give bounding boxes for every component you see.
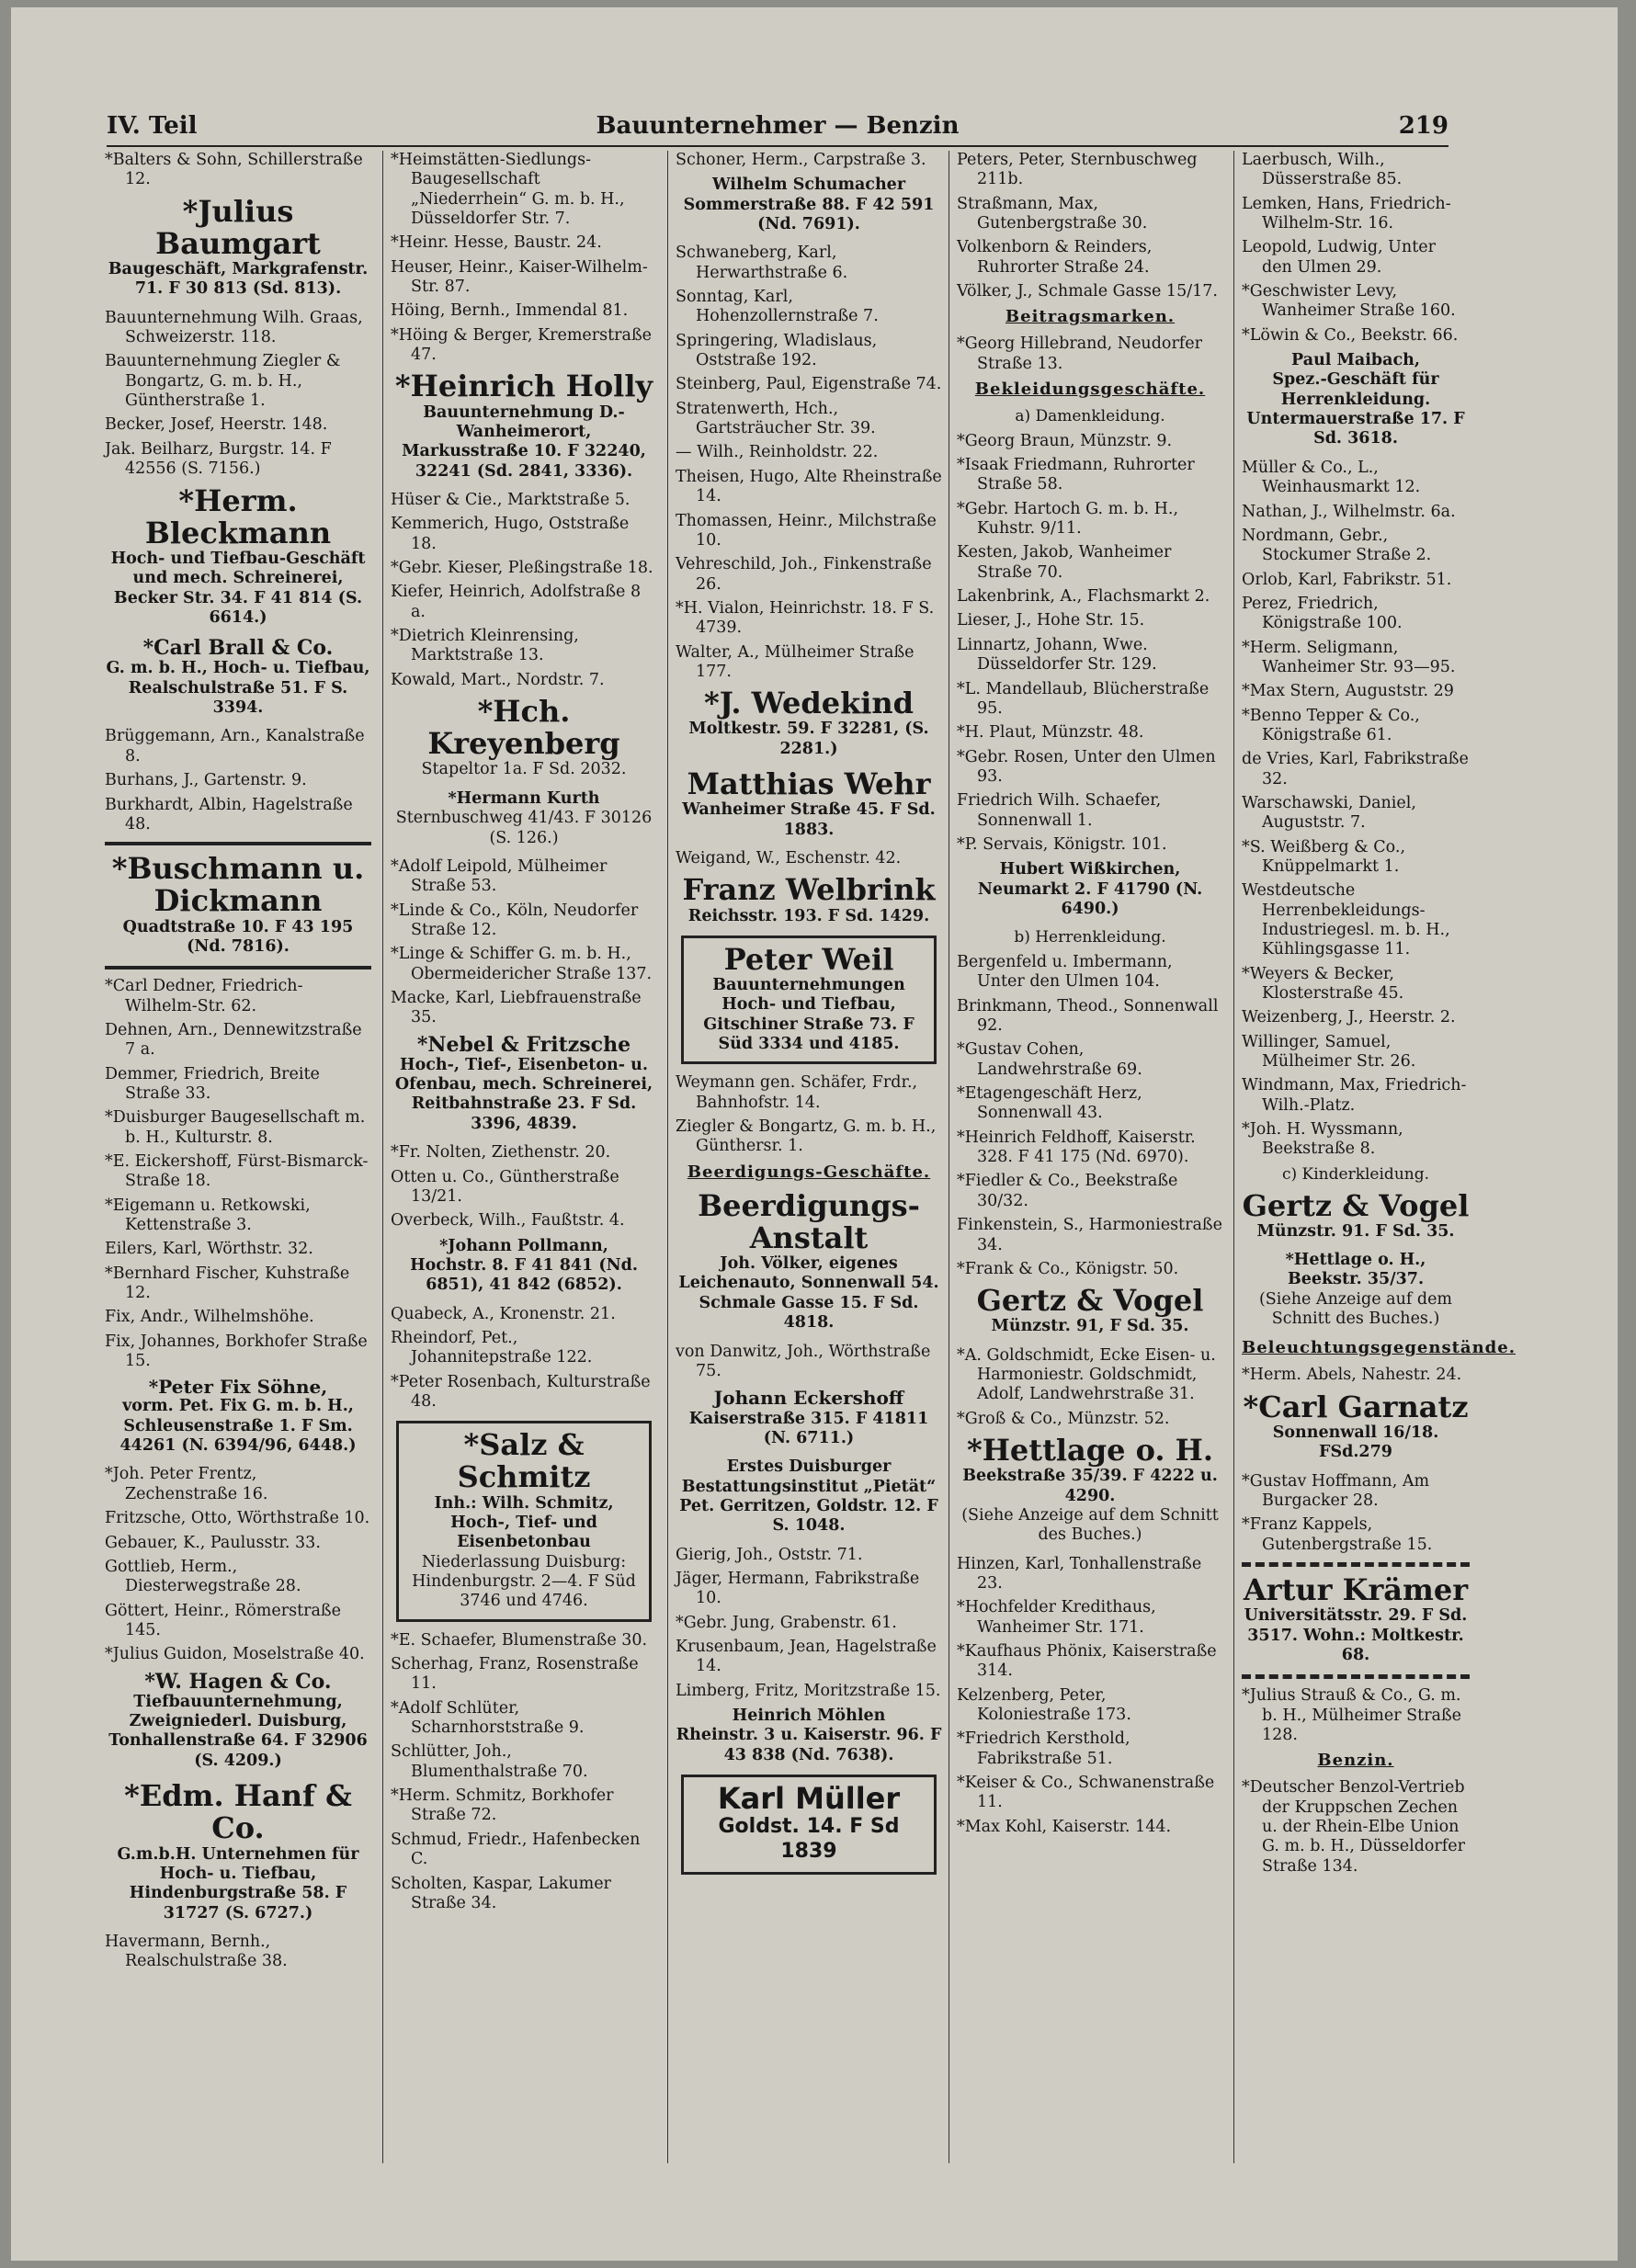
advert-name: *J. Wedekind bbox=[703, 686, 915, 721]
list-item: Jäger, Hermann, Fabrikstraße 10. bbox=[676, 1570, 920, 1608]
list-item: Kiefer, Heinrich, Adolfstraße 8 a. bbox=[391, 583, 642, 621]
list-item: *Bernhard Fischer, Kuhstraße 12. bbox=[105, 1264, 350, 1303]
advert bbox=[105, 1377, 371, 1456]
advert bbox=[957, 1435, 1223, 1546]
list-item: Burkhardt, Albin, Hagelstraße 48. bbox=[105, 795, 353, 833]
list-item: *Dietrich Kleinrensing, Marktstraße 13. bbox=[391, 627, 579, 665]
advert bbox=[1242, 1391, 1470, 1463]
advert-body: Hoch-, Tief-, Eisenbeton- u. Ofenbau, mech. Schreinerei, Reitbahnstraße 23. F Sd. 3396, 4839. bbox=[394, 1055, 653, 1133]
advert-name: *Hermann Kurth bbox=[448, 788, 600, 808]
list-item: Jak. Beilharz, Burgstr. 14. F 42556 (S. 7156.) bbox=[105, 439, 332, 479]
section-heading: Benzin. bbox=[1317, 1751, 1394, 1771]
subsection-heading: b) Herrenkleidung. bbox=[1014, 928, 1166, 947]
list-item: Weigand, W., Eschenstr. 42. bbox=[676, 849, 902, 868]
list-item: Schwaneberg, Karl, Herwarthstraße 6. bbox=[676, 244, 848, 282]
advert-name: *Hettlage o. H. bbox=[966, 1433, 1214, 1469]
advert-name: Karl Müller bbox=[717, 1781, 901, 1817]
list-item: *Herm. Seligmann, Wanheimer Str. 93—95. bbox=[1242, 638, 1456, 676]
list-item: Straßmann, Max, Gutenbergstraße 30. bbox=[957, 194, 1148, 233]
advert-name: Peter Weil bbox=[723, 941, 894, 977]
advert-name: *Nebel & Fritzsche bbox=[416, 1032, 631, 1057]
advert-name: *Carl Garnatz bbox=[1243, 1389, 1469, 1424]
list-item: Göttert, Heinr., Römerstraße 145. bbox=[105, 1601, 341, 1639]
list-item: Brinkmann, Theod., Sonnenwall 92. bbox=[957, 996, 1219, 1036]
list-item: *Adolf Leipold, Mülheimer Straße 53. bbox=[391, 856, 608, 896]
advert-box bbox=[396, 1421, 652, 1621]
list-item: von Danwitz, Joh., Wörthstraße 75. bbox=[676, 1342, 931, 1380]
list-item: Brüggemann, Arn., Kanalstraße 8. bbox=[105, 727, 365, 765]
list-item: Windmann, Max, Friedrich-Wilh.-Platz. bbox=[1242, 1076, 1467, 1115]
advert-body: Universitätsstr. 29. F Sd. 3517. Wohn.: Moltkestr. 68. bbox=[1244, 1606, 1468, 1664]
list-item: Fix, Johannes, Borkhofer Straße 15. bbox=[105, 1332, 368, 1371]
advert bbox=[391, 789, 657, 848]
advert bbox=[105, 193, 371, 300]
advert-body: Hochstr. 8. F 41 841 (Nd. 6851), 41 842 (6852). bbox=[410, 1255, 638, 1295]
advert-body: Rheinstr. 3 u. Kaiserstr. 96. F 43 838 (Nd. 7638). bbox=[676, 1726, 942, 1764]
list-item: *Linde & Co., Köln, Neudorfer Straße 12. bbox=[391, 901, 639, 939]
list-item: Nathan, J., Wilhelmstr. 6a. bbox=[1242, 502, 1456, 521]
advert-name: *Salz & Schmitz bbox=[457, 1427, 591, 1495]
advert-body: Bauunternehmungen Hoch- und Tiefbau, Gitschiner Straße 73. F Süd 3334 und 4185. bbox=[703, 976, 915, 1054]
list-item: Theisen, Hugo, Alte Rheinstraße 14. bbox=[676, 467, 942, 506]
list-item: *E. Eickershoff, Fürst-Bismarck-Straße 18. bbox=[105, 1152, 369, 1191]
advert bbox=[1242, 1251, 1470, 1329]
list-item: Kemmerich, Hugo, Oststraße 18. bbox=[391, 515, 630, 553]
advert bbox=[391, 696, 657, 780]
list-item: *Gebr. Jung, Grabenstr. 61. bbox=[676, 1613, 897, 1632]
advert bbox=[676, 176, 942, 234]
list-item: *Julius Strauß & Co., G. m. b. H., Mülheimer Straße 128. bbox=[1242, 1686, 1462, 1744]
advert bbox=[1242, 1187, 1470, 1242]
list-item: Laerbusch, Wilh., Düsserstraße 85. bbox=[1242, 151, 1403, 189]
advert-name: Johann Eckershoff bbox=[713, 1387, 904, 1410]
list-item: *Etagengeschäft Herz, Sonnenwall 43. bbox=[957, 1084, 1142, 1123]
advert bbox=[1242, 1574, 1470, 1665]
advert-name: Paul Maibach, bbox=[1291, 351, 1420, 370]
advert-body: G. m. b. H., Hoch- u. Tiefbau, Realschulstraße 51. F S. 3394. bbox=[106, 659, 370, 718]
section-heading: Bekleidungsgeschäfte. bbox=[974, 380, 1206, 400]
list-item: Macke, Karl, Liebfrauenstraße 35. bbox=[391, 988, 642, 1027]
list-item: Kelzenberg, Peter, Koloniestraße 173. bbox=[957, 1685, 1131, 1725]
advert-body: Baugeschäft, Markgrafenstr. 71. F 30 813 (Sd. 813). bbox=[108, 260, 369, 299]
list-item: *Carl Dedner, Friedrich-Wilhelm-Str. 62. bbox=[105, 977, 303, 1015]
advert-address: Niederlassung Duisburg: Hindenburgstr. 2—4. F Süd 3746 und 4746. bbox=[412, 1552, 636, 1611]
advert bbox=[105, 482, 371, 629]
advert bbox=[105, 1780, 371, 1923]
subsection-heading: c) Kinderkleidung. bbox=[1281, 1164, 1429, 1184]
list-item: — Wilh., Reinholdstr. 22. bbox=[676, 443, 879, 462]
list-item: Bergenfeld u. Imbermann, Unter den Ulmen 104. bbox=[957, 953, 1173, 992]
column-5 bbox=[1233, 151, 1516, 2163]
advert bbox=[676, 687, 942, 759]
advert-body: Münzstr. 91. F Sd. 35. bbox=[1256, 1221, 1455, 1241]
list-item: *Eigemann u. Retkowski, Kettenstraße 3. bbox=[105, 1196, 311, 1235]
list-item: Schoner, Herm., Carpstraße 3. bbox=[676, 151, 926, 169]
list-item: Becker, Josef, Heerstr. 148. bbox=[105, 415, 328, 435]
advert-name: *W. Hagen & Co. bbox=[144, 1669, 332, 1694]
advert-box bbox=[681, 1775, 937, 1875]
list-item: Krusenbaum, Jean, Hagelstraße 14. bbox=[676, 1638, 937, 1676]
advert-name: Hubert Wißkirchen, bbox=[999, 860, 1181, 879]
advert-name: *Hch. Kreyenberg bbox=[427, 694, 620, 762]
advert-name: Erstes Duisburger Bestattungsinstitut „Pietät“ bbox=[681, 1457, 937, 1496]
list-item: Burhans, J., Gartenstr. 9. bbox=[105, 771, 307, 790]
advert-name: *Peter Fix Söhne, bbox=[148, 1376, 328, 1399]
list-item: *Isaak Friedmann, Ruhrorter Straße 58. bbox=[957, 456, 1195, 494]
list-item: Müller & Co., L., Weinhausmarkt 12. bbox=[1242, 458, 1421, 497]
advert-body: Pet. Gerritzen, Goldstr. 12. F S. 1048. bbox=[679, 1496, 938, 1536]
section-heading: Beerdigungs-Geschäfte. bbox=[687, 1162, 931, 1182]
list-item: *Heinrich Feldhoff, Kaiserstr. 328. F 41 175 (Nd. 6970). bbox=[957, 1128, 1196, 1167]
section-heading: Beleuchtungsgegenstände. bbox=[1242, 1338, 1516, 1358]
advert-box bbox=[681, 936, 937, 1065]
list-item: Thomassen, Heinr., Milchstraße 10. bbox=[676, 511, 937, 550]
list-item: Bauunternehmung Ziegler & Bongartz, G. m. b. H., Güntherstraße 1. bbox=[105, 352, 341, 411]
advert-name: *Johann Pollmann, bbox=[439, 1236, 608, 1255]
list-item: *Heimstätten-Siedlungs-Baugesellschaft „Niederrhein“ G. m. b. H., Düsseldorfer Str. 7. bbox=[391, 151, 625, 229]
list-item: Willinger, Samuel, Mülheimer Str. 26. bbox=[1242, 1032, 1416, 1072]
advert-note: (Siehe Anzeige auf dem Schnitt des Buches.) bbox=[1258, 1289, 1453, 1329]
list-item: Gierig, Joh., Oststr. 71. bbox=[676, 1545, 863, 1564]
list-item: *Herm. Schmitz, Borkhofer Straße 72. bbox=[391, 1786, 614, 1825]
list-item: Schlütter, Joh., Blumenthalstraße 70. bbox=[391, 1742, 588, 1781]
list-item: Havermann, Bernh., Realschulstraße 38. bbox=[105, 1932, 288, 1971]
list-item: *H. Plaut, Münzstr. 48. bbox=[957, 723, 1144, 743]
list-item: Dehnen, Arn., Dennewitzstraße 7 a. bbox=[105, 1020, 362, 1060]
list-item: Volkenborn & Reinders, Ruhrorter Straße 24. bbox=[957, 238, 1153, 277]
advert bbox=[676, 874, 942, 926]
list-item: *Weyers & Becker, Klosterstraße 45. bbox=[1242, 964, 1404, 1004]
advert bbox=[1242, 351, 1470, 449]
running-title: Bauunternehmer — Benzin bbox=[596, 112, 960, 140]
list-item: Hüser & Cie., Marktstraße 5. bbox=[391, 491, 631, 509]
list-item: *Joh. H. Wyssmann, Beekstraße 8. bbox=[1242, 1120, 1403, 1159]
advert bbox=[391, 370, 657, 482]
list-item: *Georg Hillebrand, Neudorfer Straße 13. bbox=[957, 335, 1203, 373]
list-item: *S. Weißberg & Co., Knüppelmarkt 1. bbox=[1242, 837, 1406, 876]
list-item: Westdeutsche Herrenbekleidungs-Industriegesl. m. b. H., Kühlingsgasse 11. bbox=[1242, 881, 1450, 959]
list-item: Hinzen, Karl, Tonhallenstraße 23. bbox=[957, 1554, 1202, 1593]
advert bbox=[105, 637, 371, 718]
advert-name: *Julius Baumgart bbox=[155, 193, 321, 261]
list-item: *L. Mandellaub, Blücherstraße 95. bbox=[957, 679, 1210, 718]
list-item: *Franz Kappels, Gutenbergstraße 15. bbox=[1242, 1515, 1433, 1554]
advert bbox=[105, 1671, 371, 1772]
list-item: *Julius Guidon, Moselstraße 40. bbox=[105, 1645, 365, 1664]
advert-body: Beekstraße 35/39. F 4222 u. 4290. bbox=[962, 1467, 1218, 1505]
list-item: Scherhag, Franz, Rosenstraße 11. bbox=[391, 1655, 639, 1694]
section-label: IV. Teil bbox=[107, 112, 198, 140]
advert-body: Wanheimer Straße 45. F Sd. 1883. bbox=[682, 800, 936, 839]
advert-body: Moltkestr. 59. F 32281, (S. 2281.) bbox=[688, 720, 929, 758]
list-item: Quabeck, A., Kronenstr. 21. bbox=[391, 1304, 616, 1323]
list-item: *Peter Rosenbach, Kulturstraße 48. bbox=[391, 1372, 651, 1411]
divider bbox=[105, 966, 371, 970]
advert-body: Goldst. 14. F Sd 1839 bbox=[718, 1815, 900, 1864]
list-item: Orlob, Karl, Fabrikstr. 51. bbox=[1242, 570, 1452, 589]
list-item: de Vries, Karl, Fabrikstraße 32. bbox=[1242, 750, 1469, 788]
advert bbox=[957, 1285, 1223, 1337]
advert-body: Kaiserstraße 315. F 41811 (N. 6711.) bbox=[688, 1409, 929, 1447]
list-item: *Höing & Berger, Kremerstraße 47. bbox=[391, 325, 652, 365]
list-item: Kesten, Jakob, Wanheimer Straße 70. bbox=[957, 543, 1172, 582]
list-item: *Hochfelder Kredithaus, Wanheimer Str. 171. bbox=[957, 1598, 1156, 1637]
list-item: Demmer, Friedrich, Breite Straße 33. bbox=[105, 1064, 320, 1103]
ornamental-divider bbox=[1242, 1562, 1470, 1567]
divider bbox=[105, 842, 371, 845]
list-item: *Gebr. Hartoch G. m. b. H., Kuhstr. 9/11. bbox=[957, 499, 1179, 539]
list-item: Peters, Peter, Sternbuschweg 211b. bbox=[957, 151, 1198, 189]
list-item: *Duisburger Baugesellschaft m. b. H., Kulturstr. 8. bbox=[105, 1108, 366, 1147]
list-item: *Deutscher Benzol-Vertrieb der Kruppschen Zechen u. der Rhein-Elbe Union G. m. b. H., Düsseldorfer Straße 134. bbox=[1242, 1778, 1465, 1876]
advert-name: Franz Welbrink bbox=[682, 872, 936, 908]
list-item: Gebauer, K., Paulusstr. 33. bbox=[105, 1533, 321, 1552]
list-item: *Friedrich Kersthold, Fabrikstraße 51. bbox=[957, 1729, 1130, 1768]
list-item: Springering, Wladislaus, Oststraße 192. bbox=[676, 331, 878, 370]
advert-body: Sternbuschweg 41/43. F 30126 (S. 126.) bbox=[395, 809, 653, 847]
list-item: *E. Schaefer, Blumenstraße 30. bbox=[391, 1630, 648, 1650]
column-3 bbox=[667, 151, 949, 2163]
list-item: Lieser, J., Hohe Str. 15. bbox=[957, 611, 1145, 630]
advert bbox=[105, 853, 371, 957]
subsection-heading: a) Damenkleidung. bbox=[1015, 407, 1165, 425]
list-item: Limberg, Fritz, Moritzstraße 15. bbox=[676, 1681, 941, 1700]
advert bbox=[676, 1187, 942, 1333]
advert-body: Stapeltor 1a. F Sd. 2032. bbox=[421, 760, 627, 779]
advert-name: Gertz & Vogel bbox=[976, 1283, 1204, 1319]
list-item: *Groß & Co., Münzstr. 52. bbox=[957, 1409, 1170, 1428]
list-item: Weizenberg, J., Heerstr. 2. bbox=[1242, 1008, 1456, 1027]
list-item: *Keiser & Co., Schwanenstraße 11. bbox=[957, 1774, 1215, 1812]
list-item: *Gustav Hoffmann, Am Burgacker 28. bbox=[1242, 1471, 1430, 1510]
advert bbox=[676, 1707, 942, 1765]
advert bbox=[676, 768, 942, 840]
list-item: Stratenwerth, Hch., Gartsträucher Str. 39. bbox=[676, 399, 876, 438]
list-item: *Max Stern, Auguststr. 29 bbox=[1242, 682, 1454, 701]
list-item: *Frank & Co., Königstr. 50. bbox=[957, 1259, 1179, 1278]
advert-name: Gertz & Vogel bbox=[1242, 1187, 1470, 1223]
list-item: Warschawski, Daniel, Auguststr. 7. bbox=[1242, 793, 1416, 833]
list-item: *Benno Tepper & Co., Königstraße 61. bbox=[1242, 706, 1420, 744]
advert-body: Sonnenwall 16/18. FSd.279 bbox=[1272, 1423, 1439, 1462]
list-item: Overbeck, Wilh., Faußtstr. 4. bbox=[391, 1211, 625, 1230]
list-item: Gottlieb, Herm., Diesterwegstraße 28. bbox=[105, 1557, 301, 1596]
list-item: Otten u. Co., Güntherstraße 13/21. bbox=[391, 1167, 619, 1206]
advert-body: Tiefbauunternehmung, Zweigniederl. Duisburg, Tonhallenstraße 64. F 32906 (S. 4209.) bbox=[108, 1692, 368, 1770]
directory-page bbox=[11, 7, 1618, 2261]
page-number: 219 bbox=[1398, 112, 1449, 140]
list-item: Lemken, Hans, Friedrich-Wilhelm-Str. 16. bbox=[1242, 194, 1451, 233]
list-item: Vehreschild, Joh., Finkenstraße 26. bbox=[676, 555, 932, 594]
advert-name: *Herm. Bleckmann bbox=[144, 482, 332, 550]
list-item: *Fiedler & Co., Beekstraße 30/32. bbox=[957, 1172, 1178, 1210]
list-item: *A. Goldschmidt, Ecke Eisen- u. Harmoniestr. Goldschmidt, Adolf, Landwehrstraße 31. bbox=[957, 1345, 1216, 1404]
list-item: Völker, J., Schmale Gasse 15/17. bbox=[957, 282, 1218, 301]
list-item: Fritzsche, Otto, Wörthstraße 10. bbox=[105, 1509, 370, 1528]
list-item: Höing, Bernh., Immendal 81. bbox=[391, 301, 629, 321]
advert bbox=[957, 860, 1223, 919]
advert bbox=[676, 1457, 942, 1536]
advert-name: *Hettlage o. H., bbox=[1285, 1251, 1426, 1270]
list-item: *Adolf Schlüter, Scharnhorststraße 9. bbox=[391, 1698, 585, 1738]
advert-name: *Edm. Hanf & Co. bbox=[124, 1778, 352, 1846]
section-heading: Beitragsmarken. bbox=[1005, 307, 1176, 327]
advert-name: *Heinrich Holly bbox=[394, 369, 653, 404]
column-1 bbox=[105, 151, 379, 2163]
list-item: Linnartz, Johann, Wwe. Düsseldorfer Str. 129. bbox=[957, 635, 1157, 675]
list-item: Fix, Andr., Wilhelmshöhe. bbox=[105, 1308, 314, 1327]
advert-body: Sommerstraße 88. F 42 591 (Nd. 7691). bbox=[683, 195, 935, 234]
list-item: Rheindorf, Pet., Johannitерstraße 122. bbox=[391, 1328, 593, 1367]
list-item: *Heinr. Hesse, Baustr. 24. bbox=[391, 233, 602, 253]
list-item: *Gustav Cohen, Landwehrstraße 69. bbox=[957, 1040, 1142, 1079]
list-item: Lakenbrink, A., Flachsmarkt 2. bbox=[957, 587, 1210, 607]
list-item: Perez, Friedrich, Königstraße 100. bbox=[1242, 594, 1403, 633]
list-item: Friedrich Wilh. Schaefer, Sonnenwall 1. bbox=[957, 791, 1162, 830]
list-item: *Geschwister Levy, Wanheimer Straße 160. bbox=[1242, 282, 1456, 321]
advert bbox=[391, 1034, 657, 1135]
list-item: Scholten, Kaspar, Lakumer Straße 34. bbox=[391, 1874, 611, 1912]
advert-name: *Carl Brall & Co. bbox=[142, 636, 334, 661]
list-item: Ziegler & Bongartz, G. m. b. H., Günthersr. 1. bbox=[676, 1117, 937, 1156]
advert bbox=[676, 1387, 942, 1448]
list-item: *Balters & Sohn, Schillerstraße 12. bbox=[105, 151, 363, 189]
list-item: Eilers, Karl, Wörthstr. 32. bbox=[105, 1240, 313, 1259]
list-item: Nordmann, Gebr., Stockumer Straße 2. bbox=[1242, 526, 1432, 565]
list-item: *Kaufhaus Phönix, Kaiserstraße 314. bbox=[957, 1642, 1217, 1681]
list-item: *Gebr. Rosen, Unter den Ulmen 93. bbox=[957, 747, 1216, 786]
column-2 bbox=[382, 151, 665, 2163]
advert bbox=[391, 1237, 657, 1296]
advert-body: vorm. Pet. Fix G. m. b. H., Schleusenstraße 1. F Sm. 44261 (N. 6394/96, 6448.) bbox=[119, 1397, 357, 1456]
list-item: *Gebr. Kieser, Pleßingstraße 18. bbox=[391, 559, 653, 578]
advert-body: Reichsstr. 193. F Sd. 1429. bbox=[687, 906, 930, 925]
advert-note: (Siehe Anzeige auf dem Schnitt des Buches.) bbox=[961, 1505, 1219, 1545]
list-item: *Linge & Schiffer G. m. b. H., Obermeidericher Straße 137. bbox=[391, 945, 653, 983]
list-item: Weymann gen. Schäfer, Frdr., Bahnhofstr. 14. bbox=[676, 1073, 918, 1112]
list-item: Finkenstein, S., Harmoniestraße 34. bbox=[957, 1216, 1222, 1254]
advert-body: Quadtstraße 10. F 43 195 (Nd. 7816). bbox=[122, 917, 354, 956]
advert-body: Joh. Völker, eigenes Leichenauto, Sonnenwall 54. Schmale Gasse 15. F Sd. 4818. bbox=[678, 1254, 939, 1332]
advert-name: Artur Krämer bbox=[1243, 1572, 1469, 1607]
list-item: *Fr. Nolten, Ziethenstr. 20. bbox=[391, 1143, 611, 1162]
advert-name: Wilhelm Schumacher bbox=[711, 176, 906, 195]
list-item: Schmud, Friedr., Hafenbecken C. bbox=[391, 1830, 641, 1869]
list-item: Steinberg, Paul, Eigenstraße 74. bbox=[676, 375, 942, 394]
page-header bbox=[107, 107, 1449, 143]
advert-name: Heinrich Möhlen bbox=[732, 1707, 886, 1726]
list-item: Heuser, Heinr., Kaiser-Wilhelm-Str. 87. bbox=[391, 257, 648, 297]
advert-name: *Buschmann u. Dickmann bbox=[111, 851, 365, 919]
advert-body: Neumarkt 2. F 41790 (N. 6490.) bbox=[977, 879, 1203, 918]
list-item: Sonntag, Karl, Hohenzollernstraße 7. bbox=[676, 288, 879, 326]
advert-body: Münzstr. 91, F Sd. 35. bbox=[991, 1317, 1189, 1336]
advert-body: Beekstr. 35/37. bbox=[1287, 1270, 1425, 1289]
column-4 bbox=[949, 151, 1231, 2163]
advert-body: Hoch- und Tiefbau-Geschäft und mech. Schreinerei, Becker Str. 34. F 41 814 (S. 6614.) bbox=[110, 549, 366, 627]
ornamental-divider bbox=[1242, 1674, 1470, 1679]
list-item: Leopold, Ludwig, Unter den Ulmen 29. bbox=[1242, 238, 1436, 277]
list-item: *P. Servais, Königstr. 101. bbox=[957, 834, 1167, 854]
header-rule bbox=[107, 145, 1449, 147]
advert-body: Inh.: Wilh. Schmitz, Hoch-, Tief- und Eisenbetonbau bbox=[434, 1493, 614, 1552]
list-item: *H. Vialon, Heinrichstr. 18. F S. 4739. bbox=[676, 598, 935, 638]
list-item: Bauunternehmung Wilh. Graas, Schweizerstr. 118. bbox=[105, 308, 363, 347]
advert-body: G.m.b.H. Unternehmen für Hoch- u. Tiefbau, Hindenburgstraße 58. F 31727 (S. 6727.) bbox=[117, 1844, 359, 1922]
list-item: Kowald, Mart., Nordstr. 7. bbox=[391, 670, 605, 689]
list-item: *Max Kohl, Kaiserstr. 144. bbox=[957, 1817, 1172, 1836]
list-item: *Herm. Abels, Nahestr. 24. bbox=[1242, 1366, 1462, 1385]
list-item: *Joh. Peter Frentz, Zechenstraße 16. bbox=[105, 1465, 268, 1503]
advert-body: Bauunternehmung D.-Wanheimerort, Markusstraße 10. F 32240, 32241 (Sd. 2841, 3336). bbox=[402, 403, 646, 481]
advert-body: Spez.-Geschäft für Herrenkleidung. Untermauerstraße 17. F Sd. 3618. bbox=[1246, 370, 1465, 448]
list-item: *Georg Braun, Münzstr. 9. bbox=[957, 431, 1173, 450]
advert-name: Beerdigungs-Anstalt bbox=[698, 1187, 920, 1255]
advert-name: Matthias Wehr bbox=[687, 766, 931, 802]
list-item: *Löwin & Co., Beekstr. 66. bbox=[1242, 325, 1459, 345]
list-item: Walter, A., Mülheimer Straße 177. bbox=[676, 642, 915, 681]
